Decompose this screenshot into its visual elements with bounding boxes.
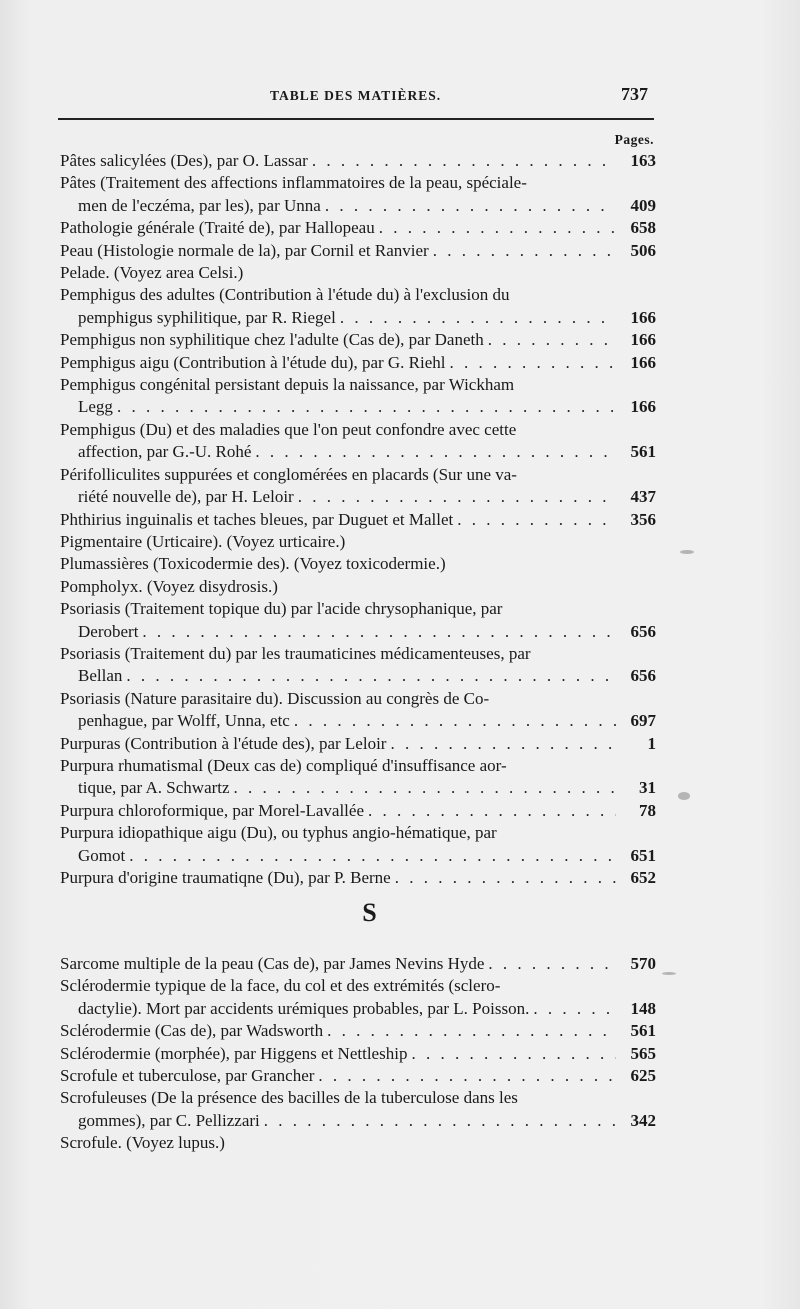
index-entry xyxy=(60,172,656,217)
entry-line xyxy=(60,352,656,374)
entry-text: Purpura rhumatismal (Deux cas de) compliqué d'insuffisance aor- xyxy=(60,755,507,775)
dot-leader xyxy=(298,486,616,508)
entry-continuation-line xyxy=(60,710,656,732)
entry-page-number: 656 xyxy=(630,621,656,641)
index-entry xyxy=(60,576,656,598)
index-entry xyxy=(60,598,656,643)
entry-line xyxy=(60,688,656,710)
entry-line xyxy=(60,150,656,172)
index-entry xyxy=(60,1132,656,1154)
index-entry xyxy=(60,1020,656,1042)
dot-leader xyxy=(129,845,616,867)
index-entry xyxy=(60,419,656,464)
entry-page-number: 342 xyxy=(630,1110,656,1130)
index-entry xyxy=(60,800,656,822)
entry-text: Derobert xyxy=(78,621,139,641)
entry-text: Purpura chloroformique, par Morel-Lavallée xyxy=(60,800,364,820)
index-entry xyxy=(60,374,656,419)
entry-line xyxy=(60,598,656,620)
entry-page-number: 656 xyxy=(630,666,656,686)
paper-speck xyxy=(678,792,690,800)
index-entry xyxy=(60,755,656,800)
entry-continuation-line xyxy=(60,396,656,418)
entry-page-number: 1 xyxy=(647,733,656,753)
entry-line xyxy=(60,531,656,553)
index-entry xyxy=(60,1043,656,1065)
entry-text: penhague, par Wolff, Unna, etc xyxy=(78,711,290,731)
dot-leader xyxy=(395,867,616,889)
entry-text: Pâtes (Traitement des affections inflammatoires de la peau, spéciale- xyxy=(60,173,527,193)
entry-line xyxy=(60,867,656,889)
entry-text: Gomot xyxy=(78,845,126,865)
entry-page-number: 166 xyxy=(630,352,656,372)
dot-leader xyxy=(327,1020,616,1042)
index-entry xyxy=(60,352,656,374)
entry-text: Pemphigus non syphilitique chez l'adulte (Cas de), par Daneth xyxy=(60,330,484,350)
index-entry xyxy=(60,217,656,239)
page-number: 737 xyxy=(621,84,648,104)
entry-page-number: 148 xyxy=(630,998,656,1018)
entry-continuation-line xyxy=(60,1110,656,1132)
dot-leader xyxy=(255,441,616,463)
entry-text: Sclérodermie typique de la face, du col et des extrémités (sclero- xyxy=(60,976,501,996)
entry-line xyxy=(60,509,656,531)
entry-page-number: 561 xyxy=(630,1021,656,1041)
entry-line xyxy=(60,284,656,306)
index-entry xyxy=(60,262,656,284)
index-entry xyxy=(60,150,656,172)
entry-text: Purpura idiopathique aigu (Du), ou typhus angio-hématique, par xyxy=(60,823,497,843)
entry-text: men de l'eczéma, par les), par Unna xyxy=(78,195,321,215)
dot-leader xyxy=(294,710,616,732)
entry-text: Pathologie générale (Traité de), par Hallopeau xyxy=(60,218,375,238)
entry-line xyxy=(60,553,656,575)
index-entry xyxy=(60,733,656,755)
entry-text: Scrofule et tuberculose, par Grancher xyxy=(60,1066,315,1086)
dot-leader xyxy=(450,352,616,374)
entry-page-number: 166 xyxy=(630,330,656,350)
index-entry xyxy=(60,822,656,867)
entry-line xyxy=(60,262,656,284)
entry-line xyxy=(60,374,656,396)
entry-text: riété nouvelle de), par H. Leloir xyxy=(78,487,294,507)
header-rule xyxy=(58,118,654,120)
entry-page-number: 570 xyxy=(630,954,656,973)
dot-leader xyxy=(533,998,616,1020)
index-entry xyxy=(60,509,656,531)
index-entry xyxy=(60,284,656,329)
paper-speck xyxy=(662,972,676,975)
entry-continuation-line xyxy=(60,486,656,508)
entry-continuation-line xyxy=(60,441,656,463)
entry-page-number: 166 xyxy=(630,307,656,327)
entry-text: Scrofuleuses (De la présence des bacilles de la tuberculose dans les xyxy=(60,1088,518,1108)
paper-speck xyxy=(680,550,694,554)
entry-text: Sarcome multiple de la peau (Cas de), par James Nevins Hyde xyxy=(60,954,485,973)
entry-page-number: 78 xyxy=(639,800,656,820)
index-entry xyxy=(60,464,656,509)
index-section-p xyxy=(60,150,656,889)
dot-leader xyxy=(126,665,616,687)
entry-page-number: 565 xyxy=(630,1043,656,1063)
section-letter-heading: S xyxy=(362,898,378,927)
entry-continuation-line xyxy=(60,195,656,217)
entry-line xyxy=(60,755,656,777)
dot-leader xyxy=(433,240,616,262)
entry-text: dactylie). Mort par accidents urémiques probables, par L. Poisson. xyxy=(78,998,530,1018)
entry-page-number: 625 xyxy=(630,1066,656,1086)
entry-text: Sclérodermie (morphée), par Higgens et Nettleship xyxy=(60,1043,408,1063)
entry-continuation-line xyxy=(60,621,656,643)
entry-text: Pigmentaire (Urticaire). (Voyez urticaire.) xyxy=(60,531,346,551)
entry-line xyxy=(60,1087,656,1109)
entry-page-number: 31 xyxy=(639,778,656,798)
entry-text: Pemphigus des adultes (Contribution à l'étude du) à l'exclusion du xyxy=(60,285,510,305)
entry-line xyxy=(60,822,656,844)
entry-text: pemphigus syphilitique, par R. Riegel xyxy=(78,307,336,327)
entry-page-number: 356 xyxy=(630,509,656,529)
entry-text: tique, par A. Schwartz xyxy=(78,778,230,798)
index-entry xyxy=(60,1087,656,1132)
index-entry xyxy=(60,953,656,975)
entry-line xyxy=(60,329,656,351)
entry-text: Pelade. (Voyez area Celsi.) xyxy=(60,263,244,283)
dot-leader xyxy=(340,307,616,329)
entry-line xyxy=(60,643,656,665)
index-entry xyxy=(60,240,656,262)
entry-line xyxy=(60,464,656,486)
entry-line xyxy=(60,953,656,975)
entry-text: Psoriasis (Traitement du) par les traumaticines médicamenteuses, par xyxy=(60,643,531,663)
entry-text: Pâtes salicylées (Des), par O. Lassar xyxy=(60,151,308,170)
index-section-s xyxy=(60,953,656,1155)
dot-leader xyxy=(390,733,616,755)
dot-leader xyxy=(488,953,616,975)
entry-text: Peau (Histologie normale de la), par Cornil et Ranvier xyxy=(60,240,429,260)
dot-leader xyxy=(234,777,616,799)
dot-leader xyxy=(411,1043,616,1065)
index-entry xyxy=(60,643,656,688)
entry-text: gommes), par C. Pellizzari xyxy=(78,1110,260,1130)
page-header xyxy=(60,84,652,108)
entry-page-number: 166 xyxy=(630,397,656,417)
dot-leader xyxy=(142,621,616,643)
entry-line xyxy=(60,240,656,262)
entry-page-number: 437 xyxy=(630,487,656,507)
entry-continuation-line xyxy=(60,777,656,799)
entry-page-number: 651 xyxy=(630,845,656,865)
entry-text: Purpuras (Contribution à l'étude des), par Leloir xyxy=(60,733,387,753)
entry-page-number: 652 xyxy=(630,868,656,887)
entry-text: Pemphigus aigu (Contribution à l'étude du), par G. Riehl xyxy=(60,352,446,372)
index-entry xyxy=(60,1065,656,1087)
entry-text: Pompholyx. (Voyez disydrosis.) xyxy=(60,576,278,596)
entry-page-number: 658 xyxy=(630,218,656,238)
dot-leader xyxy=(368,800,616,822)
dot-leader xyxy=(117,396,616,418)
entry-text: Purpura d'origine traumatiqne (Du), par P. Berne xyxy=(60,868,391,887)
entry-text: affection, par G.-U. Rohé xyxy=(78,442,252,462)
entry-line xyxy=(60,419,656,441)
dot-leader xyxy=(264,1110,616,1132)
index-entry xyxy=(60,329,656,351)
dot-leader xyxy=(318,1065,616,1087)
entry-page-number: 409 xyxy=(630,195,656,215)
entry-continuation-line xyxy=(60,998,656,1020)
entry-line xyxy=(60,1132,656,1154)
dot-leader xyxy=(457,509,616,531)
entry-text: Scrofule. (Voyez lupus.) xyxy=(60,1133,225,1153)
entry-line xyxy=(60,975,656,997)
index-entry xyxy=(60,867,656,889)
index-entry xyxy=(60,553,656,575)
entry-page-number: 163 xyxy=(630,151,656,170)
entry-text: Pemphigus (Du) et des maladies que l'on peut confondre avec cette xyxy=(60,419,517,439)
entry-text: Périfolliculites suppurées et conglomérées en placards (Sur une va- xyxy=(60,464,517,484)
pages-column-label: Pages. xyxy=(614,132,654,147)
entry-page-number: 506 xyxy=(630,240,656,260)
entry-text: Legg xyxy=(78,397,113,417)
entry-page-number: 697 xyxy=(630,711,656,731)
entry-text: Plumassières (Toxicodermie des). (Voyez toxicodermie.) xyxy=(60,554,446,574)
entry-text: Bellan xyxy=(78,666,123,686)
entry-line xyxy=(60,733,656,755)
entry-text: Sclérodermie (Cas de), par Wadsworth xyxy=(60,1021,324,1041)
entry-page-number: 561 xyxy=(630,442,656,462)
entry-line xyxy=(60,172,656,194)
entry-text: Psoriasis (Traitement topique du) par l'acide chrysophanique, par xyxy=(60,599,503,619)
dot-leader xyxy=(379,217,616,239)
entry-text: Psoriasis (Nature parasitaire du). Discussion au congrès de Co- xyxy=(60,688,490,708)
entry-continuation-line xyxy=(60,665,656,687)
entry-line xyxy=(60,1065,656,1087)
dot-leader xyxy=(312,150,616,172)
entry-line xyxy=(60,800,656,822)
dot-leader xyxy=(488,329,616,351)
entry-continuation-line xyxy=(60,307,656,329)
index-entry xyxy=(60,975,656,1020)
index-entry xyxy=(60,688,656,733)
entry-text: Pemphigus congénital persistant depuis la naissance, par Wickham xyxy=(60,375,515,395)
entry-line xyxy=(60,576,656,598)
running-title: TABLE DES MATIÈRES. xyxy=(270,88,442,103)
entry-continuation-line xyxy=(60,845,656,867)
dot-leader xyxy=(325,195,616,217)
entry-text: Phthirius inguinalis et taches bleues, par Duguet et Mallet xyxy=(60,509,454,529)
index-entry xyxy=(60,531,656,553)
entry-line xyxy=(60,217,656,239)
entry-line xyxy=(60,1020,656,1042)
entry-line xyxy=(60,1043,656,1065)
